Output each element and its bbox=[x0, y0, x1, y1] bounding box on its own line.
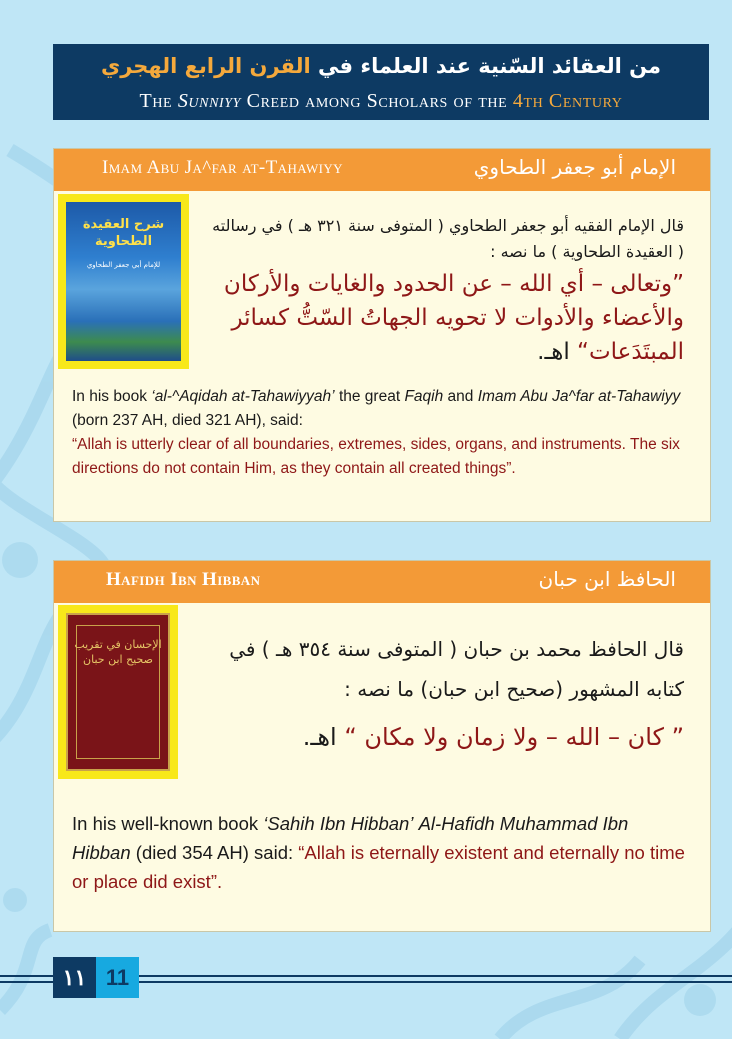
en-text-1: In his book bbox=[72, 388, 147, 405]
banner-title-ar-part1: من العقائد السّنية عند العلماء في bbox=[318, 54, 662, 78]
section-header bbox=[54, 561, 710, 603]
arabic-quote-text: ” كان – الله – ولا زمان ولا مكان “ bbox=[344, 723, 684, 751]
book-cover-title: الإحسان في تقريب صحيح ابن حبان bbox=[74, 638, 162, 666]
en-text-2: (died 354 AH) said: bbox=[135, 842, 294, 863]
page-number: 11 bbox=[96, 957, 139, 998]
english-translation bbox=[72, 809, 692, 896]
banner-title-en-italic: Sunniyy bbox=[177, 90, 242, 112]
section-header bbox=[54, 149, 710, 191]
page-number-arabic: ١١ bbox=[53, 957, 96, 998]
book-cover-tahawiyyah bbox=[66, 202, 181, 361]
arabic-quote bbox=[204, 723, 684, 751]
english-translation bbox=[72, 385, 692, 481]
banner-title-en-part2: Creed among Scholars of the bbox=[246, 90, 508, 112]
en-imam-name: Imam Abu Ja^far at-Tahawiyy bbox=[477, 388, 681, 405]
en-text-1: In his well-known book bbox=[72, 813, 259, 834]
section-tahawiyy bbox=[53, 148, 711, 522]
arabic-quote-end: اهـ. bbox=[302, 723, 337, 751]
book-cover-image bbox=[58, 194, 189, 369]
section-header-arabic: الحافظ ابن حبان bbox=[538, 567, 676, 591]
banner-title-english bbox=[53, 90, 709, 113]
banner-title-en-part1: The bbox=[139, 90, 173, 112]
en-book-title: ‘al-^Aqidah at-Tahawiyyah’ bbox=[151, 388, 335, 405]
book-cover-subtitle: للإمام أبي جعفر الطحاوي bbox=[86, 261, 161, 269]
section-header-english: Imam Abu Ja^far at-Tahawiyy bbox=[102, 157, 343, 178]
en-text-3: and bbox=[447, 388, 474, 405]
book-cover-title: شرح العقيدة الطحاوية bbox=[82, 217, 165, 249]
arabic-quote-text: ”وتعالى – أي الله – عن الحدود والغايات والأركان والأعضاء والأدوات لا تحويه الجهاتُ السّتُّ كسائر المبتَدَعات“ bbox=[223, 271, 684, 365]
en-faqih: Faqih bbox=[404, 388, 444, 405]
en-text-2: the great bbox=[338, 388, 401, 405]
en-hafidh-name: Al-Hafidh Muhammad Ibn Hibban bbox=[72, 813, 629, 863]
section-header-arabic: الإمام أبو جعفر الطحاوي bbox=[473, 155, 676, 179]
section-header-english: Hafidh Ibn Hibban bbox=[106, 569, 261, 590]
arabic-quote-end: اهـ. bbox=[537, 339, 570, 365]
arabic-quote bbox=[214, 267, 684, 369]
en-quote: “Allah is eternally existent and eternally no time or place did exist”. bbox=[72, 842, 685, 892]
banner-title-ar-highlight: القرن الرابع الهجري bbox=[100, 54, 311, 78]
en-quote: “Allah is utterly clear of all boundaries, extremes, sides, organs, and instruments. The six directions do not contain Him, as they contain all created things”. bbox=[72, 436, 680, 477]
en-text-4: (born 237 AH, died 321 AH), said: bbox=[72, 412, 303, 429]
book-cover-image bbox=[58, 605, 178, 779]
arabic-intro: قال الإمام الفقيه أبو جعفر الطحاوي ( المتوفى سنة ٣٢١ هـ ) في رسالته ( العقيدة الطحاوية ) ما نصه : bbox=[212, 216, 684, 261]
banner-title-en-highlight: 4th Century bbox=[512, 90, 623, 112]
section-ibn-hibban bbox=[53, 560, 711, 932]
page-banner bbox=[53, 44, 709, 120]
arabic-intro: قال الحافظ محمد بن حبان ( المتوفى سنة ٣٥٤ هـ ) في كتابه المشهور (صحيح ابن حبان) ما نصه : bbox=[229, 637, 684, 701]
banner-title-arabic bbox=[53, 54, 709, 78]
en-book-title: ‘Sahih Ibn Hibban’ bbox=[263, 813, 414, 834]
book-cover-sahih-ibn-hibban bbox=[66, 613, 170, 771]
